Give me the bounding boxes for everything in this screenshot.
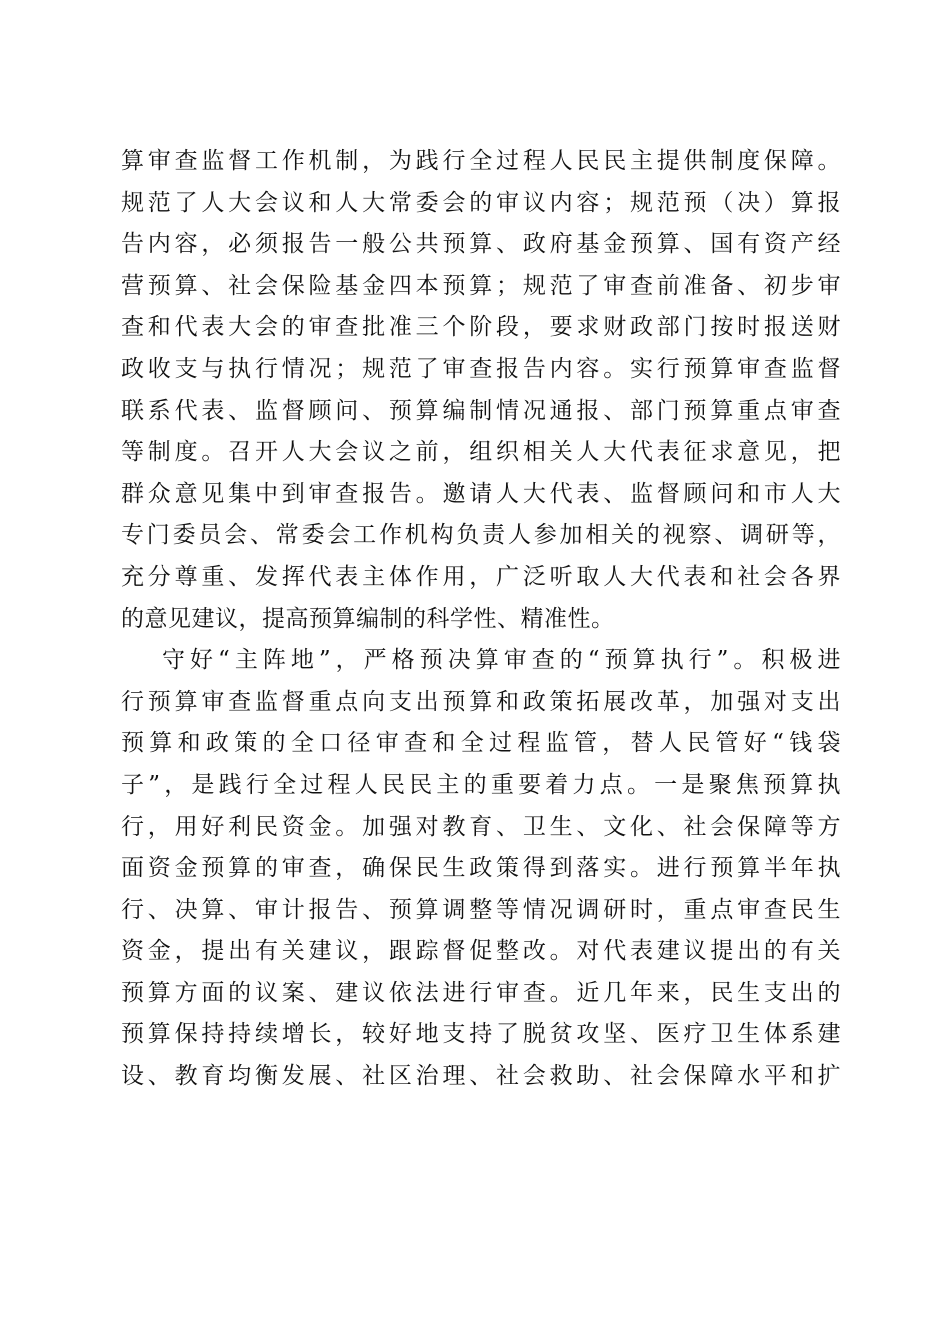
text-line: 行预算审查监督重点向支出预算和政策拓展改革，加强对支出 <box>121 688 841 715</box>
text-line: 充分尊重、发挥代表主体作用，广泛听取人大代表和社会各界 <box>121 563 841 590</box>
text-line: 设、教育均衡发展、社区治理、社会救助、社会保障水平和扩 <box>121 1063 841 1090</box>
text-line: 政收支与执行情况；规范了审查报告内容。实行预算审查监督 <box>121 355 841 382</box>
text-line: 的意见建议，提高预算编制的科学性、精准性。 <box>121 605 615 632</box>
text-line: 等制度。召开人大会议之前，组织相关人大代表征求意见，把 <box>121 439 841 466</box>
text-line: 行，用好利民资金。加强对教育、卫生、文化、社会保障等方 <box>121 813 841 840</box>
text-line: 面资金预算的审查，确保民生政策得到落实。进行预算半年执 <box>121 855 841 882</box>
text-line: 告内容，必须报告一般公共预算、政府基金预算、国有资产经 <box>121 231 841 258</box>
text-line: 预算保持持续增长，较好地支持了脱贫攻坚、医疗卫生体系建 <box>121 1021 841 1048</box>
text-line: 联系代表、监督顾问、预算编制情况通报、部门预算重点审查 <box>121 397 841 424</box>
text-line: 营预算、社会保险基金四本预算；规范了审查前准备、初步审 <box>121 272 841 299</box>
text-line: 子”，是践行全过程人民民主的重要着力点。一是聚焦预算执 <box>121 771 841 798</box>
text-line: 群众意见集中到审查报告。邀请人大代表、监督顾问和市人大 <box>121 480 841 507</box>
text-line: 专门委员会、常委会工作机构负责人参加相关的视察、调研等， <box>121 522 841 549</box>
text-line: 资金，提出有关建议，跟踪督促整改。对代表建议提出的有关 <box>121 938 841 965</box>
text-line: 规范了人大会议和人大常委会的审议内容；规范预（决）算报 <box>121 189 841 216</box>
text-line: 行、决算、审计报告、预算调整等情况调研时，重点审查民生 <box>121 896 841 923</box>
text-line: 查和代表大会的审查批准三个阶段，要求财政部门按时报送财 <box>121 314 841 341</box>
text-line: 预算和政策的全口径审查和全过程监管，替人民管好“钱袋 <box>121 730 841 757</box>
body-text <box>121 141 841 1098</box>
text-line: 算审查监督工作机制，为践行全过程人民民主提供制度保障。 <box>121 148 841 174</box>
paragraph-start-line: 守好“主阵地”，严格预决算审查的“预算执行”。积极进 <box>162 647 841 674</box>
text-line: 预算方面的议案、建议依法进行审查。近几年来，民生支出的 <box>121 979 841 1006</box>
